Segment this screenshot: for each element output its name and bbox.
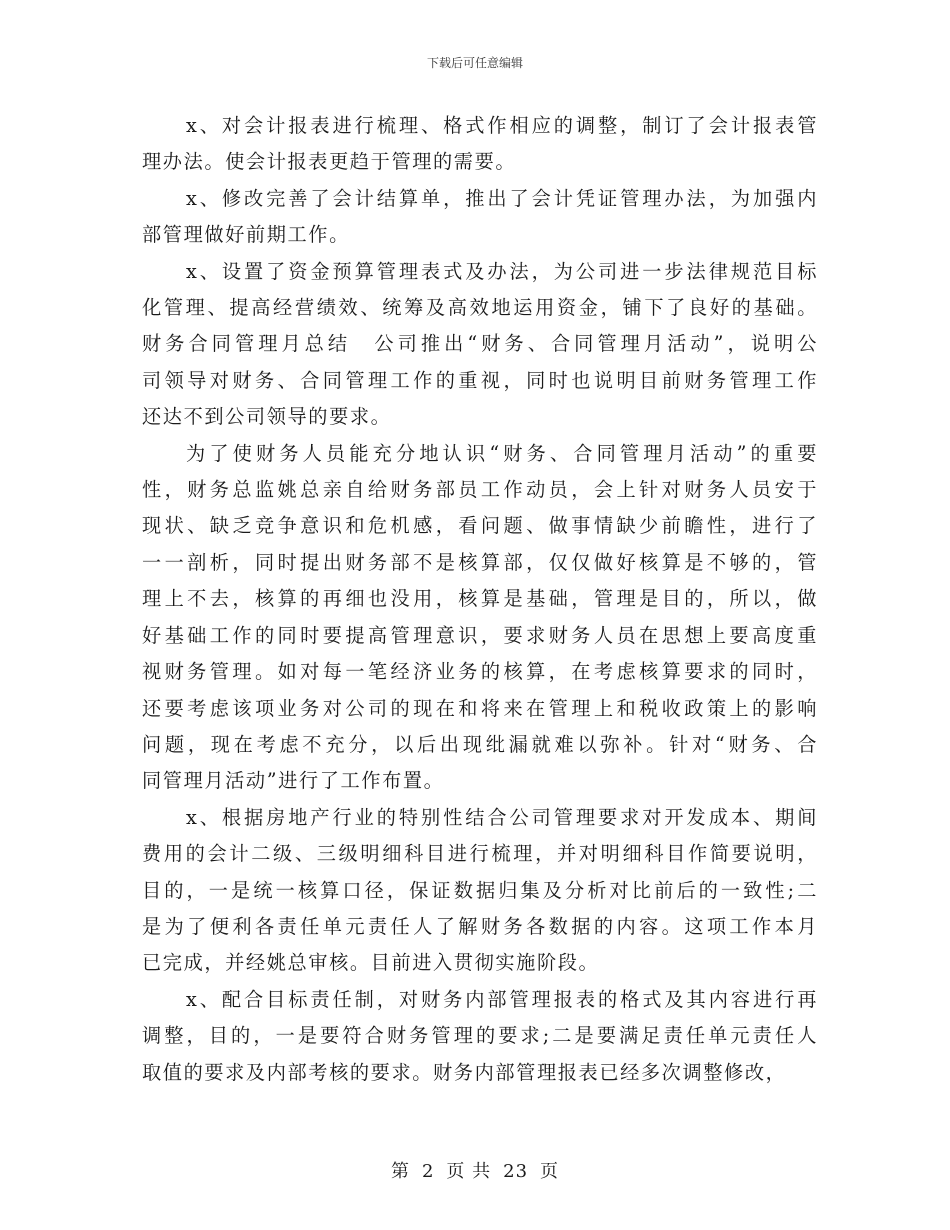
page-footer	[0, 1157, 950, 1183]
text-line: 费用的会计二级、三级明细科目进行梳理，并对明细科目作简要说明，	[142, 842, 818, 866]
footer-page-number: 2	[421, 1161, 435, 1182]
paragraph	[142, 436, 818, 800]
text-line: x、对会计报表进行梳理、格式作相应的调整，制订了会计报表管	[186, 114, 818, 137]
text-line: 视财务管理。如对每一笔经济业务的核算，在考虑核算要求的同时，	[142, 660, 818, 684]
paragraph	[142, 800, 818, 982]
text-line: 调整，目的，一是要符合财务管理的要求;二是要满足责任单元责任人	[142, 1024, 818, 1048]
text-line: x、根据房地产行业的特别性结合公司管理要求对开发成本、期间	[186, 805, 818, 829]
text-line: 取值的要求及内部考核的要求。财务内部管理报表已经多次调整修改，	[142, 1060, 787, 1084]
text-line: 性，财务总监姚总亲自给财务部员工作动员，会上针对财务人员安于	[142, 478, 818, 502]
text-line: 化管理、提高经营绩效、统筹及高效地运用资金，铺下了良好的基础。	[142, 296, 818, 320]
footer-suffix: 页	[540, 1161, 560, 1182]
text-line: 问题，现在考虑不充分，以后出现纰漏就难以弥补。针对“财务、合	[142, 732, 818, 756]
text-line: 司领导对财务、合同管理工作的重视，同时也说明目前财务管理工作	[142, 368, 818, 392]
text-line: x、设置了资金预算管理表式及办法，为公司进一步法律规范目标	[186, 259, 818, 283]
document-body	[142, 108, 818, 1091]
text-line: 是为了便利各责任单元责任人了解财务各数据的内容。这项工作本月	[142, 914, 818, 938]
text-line: 理上不去，核算的再细也没用，核算是基础，管理是目的，所以，做	[142, 587, 818, 611]
paragraph	[142, 254, 818, 436]
footer-middle: 页 共	[446, 1161, 492, 1182]
text-line: 目的，一是统一核算口径，保证数据归集及分析对比前后的一致性;二	[142, 878, 818, 902]
paragraph	[142, 181, 818, 254]
text-line: x、配合目标责任制，对财务内部管理报表的格式及其内容进行再	[186, 987, 818, 1011]
text-line: 已完成，并经姚总审核。目前进入贯彻实施阶段。	[142, 951, 600, 975]
text-line: 同管理月活动”进行了工作布置。	[142, 769, 445, 793]
footer-prefix: 第	[390, 1161, 410, 1182]
text-line: 部管理做好前期工作。	[142, 223, 350, 247]
text-line: 现状、缺乏竞争意识和危机感，看问题、做事情缺少前瞻性，进行了	[142, 514, 818, 538]
footer-total-pages: 23	[503, 1161, 529, 1182]
text-line: 理办法。使会计报表更趋于管理的需要。	[142, 150, 517, 174]
text-line: 好基础工作的同时要提高管理意识，要求财务人员在思想上要高度重	[142, 623, 818, 647]
text-line: x、修改完善了会计结算单，推出了会计凭证管理办法，为加强内	[186, 186, 818, 210]
text-line: 还要考虑该项业务对公司的现在和将来在管理上和税收政策上的影响	[142, 696, 818, 720]
text-line: 为了使财务人员能充分地认识“财务、合同管理月活动”的重要	[186, 441, 818, 465]
paragraph	[142, 982, 818, 1091]
text-line: 一一剖析，同时提出财务部不是核算部，仅仅做好核算是不够的，管	[142, 550, 818, 574]
page-header: 下载后可任意编辑	[426, 56, 523, 70]
text-line: 还达不到公司领导的要求。	[142, 405, 392, 429]
paragraph	[142, 108, 818, 181]
text-line: 财务合同管理月总结 公司推出“财务、合同管理月活动”，说明公	[142, 332, 818, 356]
